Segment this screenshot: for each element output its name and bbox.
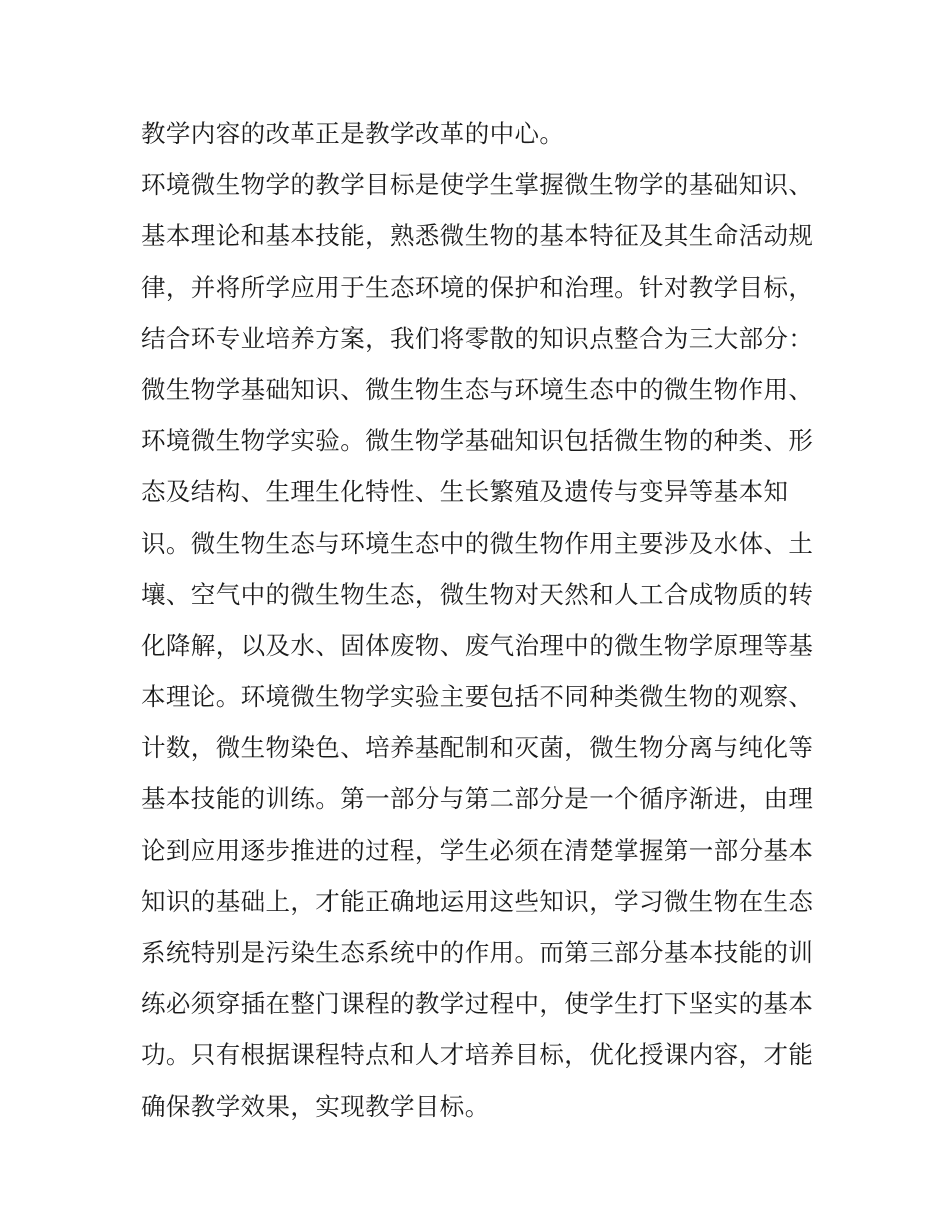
text-line: 环境微生物学实验。微生物学基础知识包括微生物的种类、形 bbox=[141, 426, 814, 456]
body-text bbox=[141, 108, 831, 1132]
text-line: 壤、空气中的微生物生态，微生物对天然和人工合成物质的转 bbox=[141, 579, 814, 609]
text-line: 论到应用逐步推进的过程，学生必须在清楚掌握第一部分基本 bbox=[141, 835, 814, 865]
text-line: 基本理论和基本技能，熟悉微生物的基本特征及其生命活动规 bbox=[141, 221, 814, 251]
text-line: 教学内容的改革正是教学改革的中心。 bbox=[141, 119, 565, 148]
text-line: 结合环专业培养方案，我们将零散的知识点整合为三大部分： bbox=[141, 323, 814, 353]
text-line: 确保教学效果，实现教学目标。 bbox=[141, 1091, 490, 1121]
text-line: 态及结构、生理生化特性、生长繁殖及遗传与变异等基本知 bbox=[141, 477, 789, 507]
text-line: 练必须穿插在整门课程的教学过程中，使学生打下坚实的基本 bbox=[141, 989, 814, 1019]
text-line: 基本技能的训练。第一部分与第二部分是一个循序渐进，由理 bbox=[141, 784, 814, 814]
text-line: 知识的基础上，才能正确地运用这些知识，学习微生物在生态 bbox=[141, 886, 814, 916]
text-line: 律，并将所学应用于生态环境的保护和治理。针对教学目标， bbox=[141, 272, 814, 302]
text-line: 计数，微生物染色、培养基配制和灭菌，微生物分离与纯化等 bbox=[141, 733, 814, 763]
text-line: 化降解，以及水、固体废物、废气治理中的微生物学原理等基 bbox=[141, 630, 814, 660]
text-line: 环境微生物学的教学目标是使学生掌握微生物学的基础知识、 bbox=[141, 170, 814, 200]
text-line: 微生物学基础知识、微生物生态与环境生态中的微生物作用、 bbox=[141, 374, 814, 404]
text-line: 本理论。环境微生物学实验主要包括不同种类微生物的观察、 bbox=[141, 682, 814, 712]
text-line: 功。只有根据课程特点和人才培养目标，优化授课内容，才能 bbox=[141, 1040, 814, 1070]
text-line: 系统特别是污染生态系统中的作用。而第三部分基本技能的训 bbox=[141, 938, 814, 967]
text-line: 识。微生物生态与环境生态中的微生物作用主要涉及水体、土 bbox=[141, 528, 814, 558]
